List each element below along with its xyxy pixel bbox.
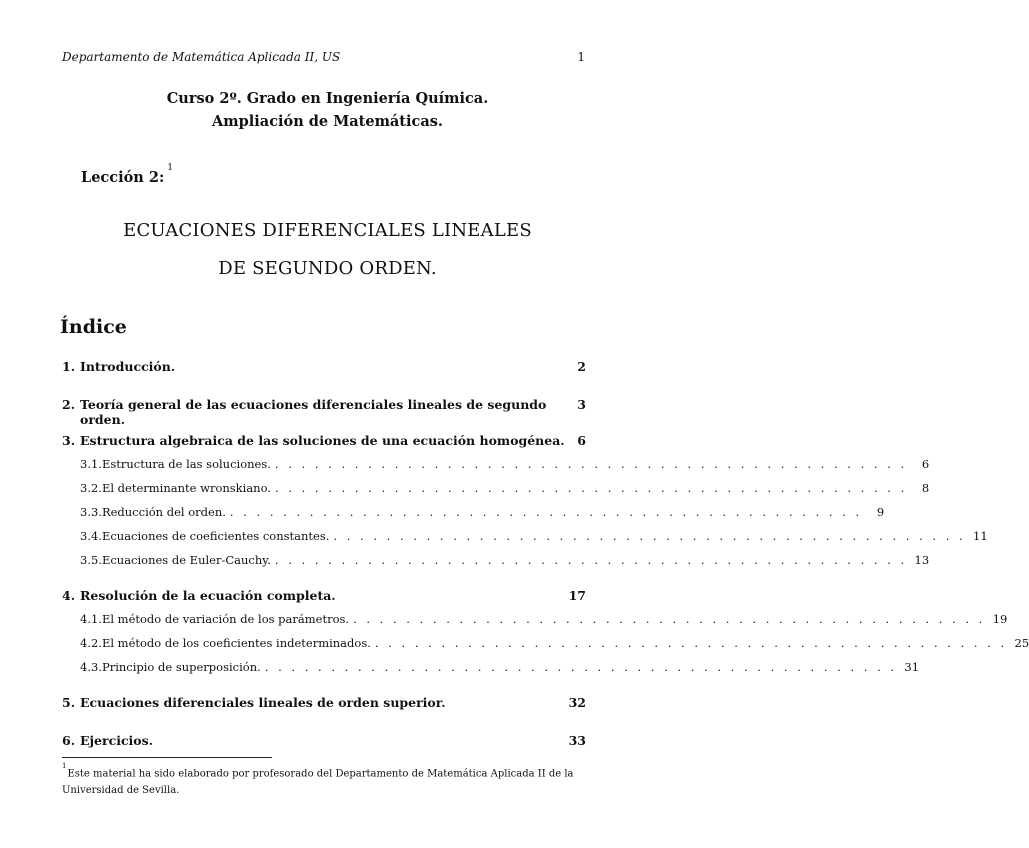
toc-subsection-page: 11	[973, 529, 988, 543]
toc-subsection-page: 8	[921, 481, 930, 495]
toc-section[interactable]	[62, 359, 586, 374]
toc-subsection[interactable]	[80, 636, 1029, 650]
toc-subsection-title: El determinante wronskiano.	[101, 481, 271, 495]
toc-subsection-number: 4.3.	[80, 660, 102, 674]
toc-section-page: 2	[577, 359, 586, 374]
toc-section-number: 4.	[62, 588, 76, 603]
document-title-line2: DE SEGUNDO ORDEN.	[218, 258, 437, 279]
toc-section[interactable]	[62, 397, 586, 427]
toc-section-page: 3	[577, 397, 586, 412]
toc-subsection-page: 6	[921, 457, 930, 471]
toc-subsection-page: 13	[914, 553, 930, 567]
toc-section-title: Teoría general de las ecuaciones diferenciales lineales de segundo orden.	[80, 397, 547, 427]
toc-leader: . . . . . . . . . . . . . . . . . . . . . . . . . . . . . . . . . . . . . . . . . . . . . . . .	[274, 457, 908, 471]
running-header: Departamento de Matemática Aplicada II, US	[62, 50, 341, 64]
toc-section-title: Resolución de la ecuación completa.	[80, 588, 336, 603]
toc-section-page: 6	[577, 433, 586, 448]
toc-section[interactable]	[62, 588, 586, 603]
toc-subsection-number: 4.1.	[80, 612, 102, 626]
toc-subsection-title: Principio de superposición.	[101, 660, 261, 674]
toc-subsection-title: Ecuaciones de Euler-Cauchy.	[101, 553, 271, 567]
footnote-divider	[62, 757, 272, 758]
toc-section-title: Ecuaciones diferenciales lineales de orden superior.	[80, 695, 446, 710]
toc-section-title: Estructura algebraica de las soluciones de una ecuación homogénea.	[80, 433, 565, 448]
toc-section[interactable]	[62, 695, 586, 710]
toc-leader: . . . . . . . . . . . . . . . . . . . . . . . . . . . . . . . . . . . . . . . . . . . . . . . .	[274, 553, 908, 567]
toc-section-number: 3.	[62, 433, 76, 448]
document-title-line1: ECUACIONES DIFERENCIALES LINEALES	[123, 220, 532, 241]
toc-subsection-number: 4.2.	[80, 636, 102, 650]
toc-leader: . . . . . . . . . . . . . . . . . . . . . . . . . . . . . . . . . . . . . . . . . . . . . . . .	[333, 529, 966, 543]
toc-leader: . . . . . . . . . . . . . . . . . . . . . . . . . . . . . . . . . . . . . . . . . . . . . . . .	[229, 505, 863, 519]
toc-subsection-number: 3.5.	[80, 553, 102, 567]
toc-subsection-number: 3.4.	[80, 529, 102, 543]
toc-subsection-page: 19	[992, 612, 1008, 626]
toc-section-number: 6.	[62, 733, 76, 748]
toc-subsection-title: El método de los coeficientes indeterminados.	[101, 636, 371, 650]
footnote-number: 1	[62, 762, 67, 770]
toc-leader: . . . . . . . . . . . . . . . . . . . . . . . . . . . . . . . . . . . . . . . . . . . . . . . .	[274, 481, 908, 495]
toc-section[interactable]	[62, 733, 586, 748]
toc-subsection[interactable]	[80, 529, 988, 543]
lesson-label	[81, 163, 174, 186]
toc-subsection-title: Reducción del orden.	[101, 505, 226, 519]
toc-leader: . . . . . . . . . . . . . . . . . . . . . . . . . . . . . . . . . . . . . . . . . . . . . . . .	[374, 636, 1008, 650]
toc-subsection-title: Estructura de las soluciones.	[101, 457, 271, 471]
toc-section-page: 17	[568, 588, 586, 603]
toc-section-page: 32	[568, 695, 586, 710]
toc-section-title: Ejercicios.	[80, 733, 154, 748]
subject-line: Ampliación de Matemáticas.	[212, 113, 443, 130]
toc-subsection-number: 3.2.	[80, 481, 102, 495]
toc-leader: . . . . . . . . . . . . . . . . . . . . . . . . . . . . . . . . . . . . . . . . . . . . . . . .	[264, 660, 898, 674]
toc-subsection[interactable]	[80, 481, 930, 495]
footnote	[62, 762, 586, 799]
course-line: Curso 2º. Grado en Ingeniería Química.	[166, 90, 489, 107]
toc-section-number: 2.	[62, 397, 76, 412]
toc-subsection-number: 3.3.	[80, 505, 102, 519]
toc-subsection-title: El método de variación de los parámetros.	[101, 612, 350, 626]
toc-subsection[interactable]	[80, 660, 920, 674]
toc-subsection-number: 3.1.	[80, 457, 102, 471]
toc-section[interactable]	[62, 433, 586, 448]
lesson-text: Lección 2:	[81, 169, 165, 186]
toc-section-number: 5.	[62, 695, 76, 710]
toc-subsection[interactable]	[80, 612, 1008, 626]
toc-subsection-page: 9	[876, 505, 885, 519]
toc-subsection-page: 31	[904, 660, 920, 674]
toc-subsection[interactable]	[80, 505, 885, 519]
toc-heading: Índice	[60, 316, 127, 338]
toc-section-page: 33	[568, 733, 586, 748]
footnote-mark: 1	[167, 163, 174, 174]
toc-subsection[interactable]	[80, 553, 930, 567]
toc-leader: . . . . . . . . . . . . . . . . . . . . . . . . . . . . . . . . . . . . . . . . . . . . . . . .	[353, 612, 986, 626]
toc-section-number: 1.	[62, 359, 76, 374]
page-number: 1	[577, 50, 585, 64]
toc-subsection-title: Ecuaciones de coeficientes constantes.	[101, 529, 330, 543]
toc-section-title: Introducción.	[80, 359, 176, 374]
toc-subsection-page: 25	[1014, 636, 1029, 650]
footnote-text: Este material ha sido elaborado por profesorado del Departamento de Matemática Aplicada II de la Universidad de Sevilla.	[62, 768, 574, 797]
toc-subsection[interactable]	[80, 457, 930, 471]
